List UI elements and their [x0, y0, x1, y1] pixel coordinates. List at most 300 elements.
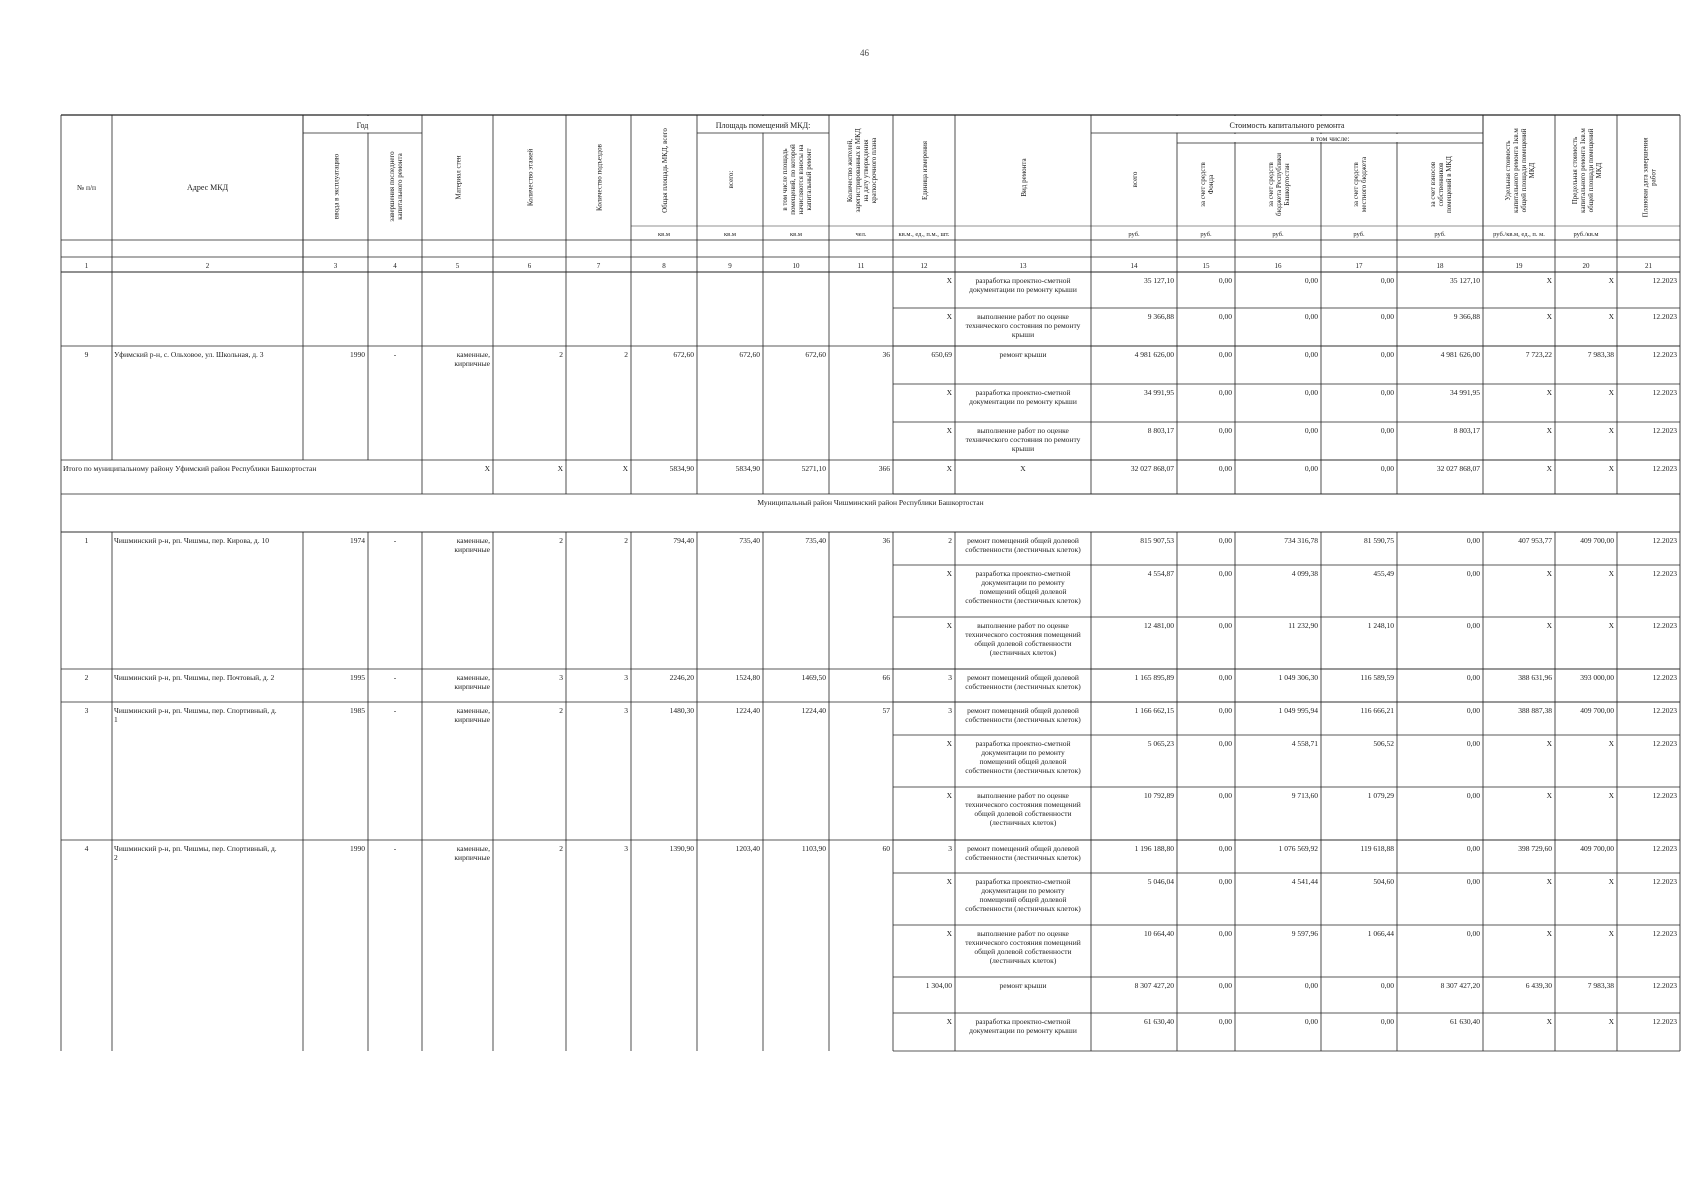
work-type: документации по ремонту [981, 578, 1065, 587]
max-cost: 409 700,00 [1580, 536, 1614, 545]
planned-date: 12.2023 [1652, 844, 1677, 853]
cost-total: 34 991,95 [1144, 388, 1174, 397]
wall-material: кирпичные [454, 682, 490, 691]
total-area: 5834,90 [669, 464, 694, 473]
cost-republic: 0,00 [1304, 276, 1318, 285]
header-cost-total: всего [1131, 171, 1139, 188]
max-cost: X [1608, 1017, 1614, 1026]
entrances: 3 [624, 706, 628, 715]
unit-value: X [946, 621, 952, 630]
work-type: ремонт помещений общей долевой [967, 844, 1079, 853]
header-cost-owners: за счет взносов [1429, 161, 1437, 208]
unit-value: X [946, 388, 952, 397]
residents: 57 [882, 706, 890, 715]
header-max-cost: МКД [1595, 162, 1603, 179]
cost-total: 4 554,87 [1147, 569, 1174, 578]
work-type: выполнение работ по оценке [977, 312, 1069, 321]
premises-area: 735,40 [739, 536, 760, 545]
column-number: 10 [792, 262, 800, 270]
header-cost-fund: за счет средств [1199, 162, 1207, 207]
unit-value: X [946, 464, 952, 473]
header-year-group: Год [356, 121, 369, 130]
max-cost: 409 700,00 [1580, 706, 1614, 715]
work-type: общей долевой собственности [974, 947, 1072, 956]
wall-material: каменные, [456, 706, 490, 715]
header-residents: краткосрочного плана [870, 137, 878, 204]
work-type: выполнение работ по оценке [977, 929, 1069, 938]
column-number: 13 [1019, 262, 1027, 270]
wall-material: кирпичные [454, 359, 490, 368]
planned-date: 12.2023 [1652, 981, 1677, 990]
cost-republic: 0,00 [1304, 426, 1318, 435]
header-unit-cost: МКД [1528, 162, 1536, 179]
column-number: 9 [728, 262, 732, 270]
work-type: общей долевой собственности [974, 639, 1072, 648]
cost-local: 0,00 [1380, 1017, 1394, 1026]
cost-local: 81 590,75 [1364, 536, 1394, 545]
total-area: 1480,30 [669, 706, 694, 715]
row-number: 4 [84, 844, 89, 853]
column-number: 11 [857, 262, 865, 270]
cost-total: 35 127,10 [1144, 276, 1174, 285]
unit-label: руб./кв.м [1573, 231, 1599, 238]
max-cost: X [1608, 929, 1614, 938]
planned-date: 12.2023 [1652, 426, 1677, 435]
work-type: ремонт крыши [999, 981, 1047, 990]
cost-owners: 0,00 [1466, 929, 1480, 938]
unit-cost: X [1546, 1017, 1552, 1026]
planned-date: 12.2023 [1652, 706, 1677, 715]
unit-label: чел. [855, 231, 867, 238]
cost-total: 9 366,88 [1147, 312, 1174, 321]
column-number: 14 [1130, 262, 1138, 270]
max-cost: X [1608, 388, 1614, 397]
row-address: Чишминский р-н, рп. Чишмы, пер. Почтовый, д. 2 [114, 673, 275, 682]
work-type: разработка проектно-сметной [975, 276, 1071, 285]
work-type: общей долевой собственности [974, 809, 1072, 818]
row-address: Чишминский р-н, рп. Чишмы, пер. Кирова, д. 10 [114, 536, 269, 545]
cost-local: 506,52 [1373, 739, 1394, 748]
floors: 2 [559, 844, 563, 853]
cost-fund: 0,00 [1218, 673, 1232, 682]
max-cost: X [1608, 312, 1614, 321]
section-title: Муниципальный район Чишминский район Республики Башкортостан [757, 498, 984, 507]
unit-cost: X [1546, 426, 1552, 435]
planned-date: 12.2023 [1652, 312, 1677, 321]
cost-local: 0,00 [1380, 312, 1394, 321]
unit-value: 650,69 [931, 350, 952, 359]
cost-total: 5 065,23 [1147, 739, 1174, 748]
floors: 2 [559, 536, 563, 545]
planned-date: 12.2023 [1652, 536, 1677, 545]
wall-material: X [484, 464, 490, 473]
cost-fund: 0,00 [1218, 791, 1232, 800]
unit-cost: X [1546, 464, 1552, 473]
unit-label: руб. [1272, 231, 1284, 238]
header-no: № п/п [76, 183, 97, 192]
work-type: документации по ремонту [981, 748, 1065, 757]
cost-total: 8 803,17 [1147, 426, 1174, 435]
unit-value: X [946, 426, 952, 435]
unit-cost: 388 887,38 [1518, 706, 1552, 715]
premises-repair-area: 1224,40 [801, 706, 826, 715]
cost-fund: 0,00 [1218, 706, 1232, 715]
year-last-repair: - [393, 536, 397, 545]
unit-label: кв.м [658, 231, 670, 238]
cost-republic: 1 076 569,92 [1278, 844, 1318, 853]
row-address: 2 [114, 853, 118, 862]
cost-republic: 4 099,38 [1291, 569, 1318, 578]
column-number: 18 [1436, 262, 1444, 270]
unit-cost: X [1546, 877, 1552, 886]
unit-cost: X [1546, 569, 1552, 578]
cost-owners: 8 803,17 [1453, 426, 1480, 435]
work-type: технического состояния помещений [965, 938, 1081, 947]
unit-label: руб. [1128, 231, 1140, 238]
row-address: Уфимский р-н, с. Ольховое, ул. Школьная, д. 3 [114, 350, 264, 359]
planned-date: 12.2023 [1652, 569, 1677, 578]
wall-material: кирпичные [454, 853, 490, 862]
cost-owners: 0,00 [1466, 673, 1480, 682]
header-cost-local: за счет средств [1352, 162, 1360, 207]
premises-repair-area: 1469,50 [801, 673, 826, 682]
unit-value: X [946, 739, 952, 748]
max-cost: X [1608, 791, 1614, 800]
header-residents: на дату утверждения [862, 139, 870, 202]
max-cost: X [1608, 464, 1614, 473]
header-premises-repair: в том числе площадь [781, 148, 789, 211]
row-number: 2 [84, 673, 89, 682]
total-area: 794,40 [673, 536, 694, 545]
cost-owners: 0,00 [1466, 844, 1480, 853]
column-number: 6 [527, 262, 532, 270]
column-number: 5 [455, 262, 460, 270]
work-type: документации по ремонту [981, 886, 1065, 895]
cost-local: 504,60 [1373, 877, 1394, 886]
work-type: помещений общей долевой [979, 895, 1067, 904]
cost-owners: 34 991,95 [1450, 388, 1480, 397]
planned-date: 12.2023 [1652, 350, 1677, 359]
total-area: 2246,20 [669, 673, 694, 682]
cost-fund: 0,00 [1218, 981, 1232, 990]
work-type: собственности (лестничных клеток) [965, 766, 1081, 775]
cost-republic: 0,00 [1304, 350, 1318, 359]
work-type: выполнение работ по оценке [977, 791, 1069, 800]
total-area: 1390,90 [669, 844, 694, 853]
cost-owners: 0,00 [1466, 536, 1480, 545]
unit-label: кв.м [724, 231, 736, 238]
max-cost: X [1608, 739, 1614, 748]
residents: 60 [882, 844, 890, 853]
work-type: крыши [1011, 444, 1035, 453]
header-unit-cost: Удельная стоимость [1504, 140, 1512, 201]
work-type: технического состояния по ремонту [965, 435, 1081, 444]
column-number: 12 [920, 262, 928, 270]
unit-value: X [946, 312, 952, 321]
cost-total: 61 630,40 [1144, 1017, 1174, 1026]
cost-owners: 0,00 [1466, 569, 1480, 578]
max-cost: X [1608, 621, 1614, 630]
premises-repair-area: 735,40 [805, 536, 826, 545]
unit-value: X [946, 791, 952, 800]
planned-date: 12.2023 [1652, 673, 1677, 682]
cost-republic: 11 232,90 [1288, 621, 1318, 630]
unit-value: X [946, 1017, 952, 1026]
unit-value: 3 [948, 844, 952, 853]
work-type: помещений общей долевой [979, 757, 1067, 766]
header-total-area: Общая площадь МКД, всего [661, 128, 669, 213]
unit-value: X [946, 276, 952, 285]
entrances: 2 [624, 536, 628, 545]
year-commission: 1985 [350, 706, 365, 715]
cost-total: 1 166 662,15 [1134, 706, 1174, 715]
cost-total: 5 046,04 [1147, 877, 1174, 886]
work-type: (лестничных клеток) [989, 648, 1057, 657]
unit-value: 3 [948, 706, 952, 715]
header-entrances: Количество подъездов [595, 144, 604, 211]
cost-owners: 35 127,10 [1450, 276, 1480, 285]
header-premises-repair: капитальный ремонт [805, 148, 813, 211]
work-type: ремонт помещений общей долевой [967, 706, 1079, 715]
cost-fund: 0,00 [1218, 739, 1232, 748]
header-planned-date: работ [1649, 169, 1658, 186]
cost-local: 116 589,59 [1360, 673, 1394, 682]
cost-fund: 0,00 [1218, 621, 1232, 630]
cost-total: 8 307 427,20 [1134, 981, 1174, 990]
cost-republic: 1 049 995,94 [1278, 706, 1318, 715]
cost-republic: 1 049 306,30 [1278, 673, 1318, 682]
cost-owners: 8 307 427,20 [1440, 981, 1480, 990]
floors: 3 [559, 673, 563, 682]
total-area: 672,60 [673, 350, 694, 359]
planned-date: 12.2023 [1652, 1017, 1677, 1026]
unit-value: X [946, 877, 952, 886]
max-cost: 7 983,38 [1587, 981, 1614, 990]
header-premises-total: всего: [727, 170, 735, 189]
cost-republic: 734 316,78 [1284, 536, 1318, 545]
header-planned-date: Плановая дата завершения [1641, 137, 1650, 218]
work-type: разработка проектно-сметной [975, 388, 1071, 397]
planned-date: 12.2023 [1652, 791, 1677, 800]
entrances: 3 [624, 673, 628, 682]
header-cost-fund: Фонда [1207, 174, 1215, 195]
cost-owners: 32 027 868,07 [1436, 464, 1480, 473]
header-cost-owners: собственников [1437, 162, 1445, 207]
work-type: разработка проектно-сметной [975, 739, 1071, 748]
residents: 66 [882, 673, 890, 682]
cost-republic: 4 558,71 [1291, 739, 1318, 748]
header-year-last-repair: завершения последнего [388, 151, 396, 222]
header-residents: зарегистрированных в МКД [854, 128, 862, 213]
work-type: выполнение работ по оценке [977, 621, 1069, 630]
row-address: Чишминский р-н, рп. Чишмы, пер. Спортивный, д. [114, 706, 277, 715]
unit-value: 1 304,00 [925, 981, 952, 990]
header-cost-republic: Башкортостан [1283, 163, 1291, 206]
cost-fund: 0,00 [1218, 536, 1232, 545]
cost-fund: 0,00 [1218, 929, 1232, 938]
cost-local: 0,00 [1380, 388, 1394, 397]
max-cost: 409 700,00 [1580, 844, 1614, 853]
premises-area: 1224,40 [735, 706, 760, 715]
work-type: ремонт помещений общей долевой [967, 536, 1079, 545]
work-type: выполнение работ по оценке [977, 426, 1069, 435]
max-cost: X [1608, 276, 1614, 285]
column-number: 4 [393, 262, 397, 270]
column-number: 8 [662, 262, 666, 270]
unit-cost: 7 723,22 [1525, 350, 1552, 359]
cost-owners: 0,00 [1466, 706, 1480, 715]
column-number: 21 [1645, 262, 1652, 270]
cost-fund: 0,00 [1218, 388, 1232, 397]
wall-material: каменные, [456, 844, 490, 853]
premises-area: 5834,90 [735, 464, 760, 473]
premises-area: 1203,40 [735, 844, 760, 853]
header-year-last-repair: капитального ремонта [396, 153, 404, 220]
work-type: ремонт крыши [999, 350, 1047, 359]
unit-value: X [946, 929, 952, 938]
planned-date: 12.2023 [1652, 877, 1677, 886]
cost-total: 815 907,53 [1140, 536, 1174, 545]
header-max-cost: Предельная стоимость [1571, 136, 1579, 205]
unit-cost: X [1546, 276, 1552, 285]
cost-owners: 9 366,88 [1453, 312, 1480, 321]
work-type: собственности (лестничных клеток) [965, 853, 1081, 862]
residents: 366 [878, 464, 890, 473]
work-type: крыши [1011, 330, 1035, 339]
max-cost: 393 000,00 [1580, 673, 1614, 682]
cost-owners: 0,00 [1466, 791, 1480, 800]
year-last-repair: - [393, 706, 397, 715]
row-number: 1 [84, 536, 89, 545]
row-number: 9 [84, 350, 89, 359]
work-type: технического состояния по ремонту [965, 321, 1081, 330]
unit-cost: X [1546, 739, 1552, 748]
cost-fund: 0,00 [1218, 276, 1232, 285]
column-number: 2 [205, 262, 210, 270]
entrances: 3 [624, 844, 628, 853]
cost-fund: 0,00 [1218, 844, 1232, 853]
header-cost-group: Стоимость капитального ремонта [1229, 121, 1345, 130]
cost-republic: 0,00 [1304, 388, 1318, 397]
cost-local: 455,49 [1373, 569, 1394, 578]
header-work-type: Вид ремонта [1020, 158, 1028, 197]
year-last-repair: - [393, 673, 397, 682]
wall-material: каменные, [456, 536, 490, 545]
cost-fund: 0,00 [1218, 312, 1232, 321]
cost-owners: 0,00 [1466, 739, 1480, 748]
header-residents: Количество жителей, [846, 138, 854, 203]
work-type: разработка проектно-сметной [975, 1017, 1071, 1026]
max-cost: X [1608, 426, 1614, 435]
cost-local: 0,00 [1380, 464, 1394, 473]
cost-local: 116 666,21 [1360, 706, 1394, 715]
work-type: документации по ремонту крыши [969, 285, 1077, 294]
work-type: технического состояния помещений [965, 800, 1081, 809]
cost-total: 4 981 626,00 [1134, 350, 1174, 359]
cost-owners: 4 981 626,00 [1440, 350, 1480, 359]
work-type: помещений общей долевой [979, 587, 1067, 596]
work-type: (лестничных клеток) [989, 818, 1057, 827]
cost-local: 1 248,10 [1367, 621, 1394, 630]
unit-label: кв.м [790, 231, 802, 238]
cost-republic: 0,00 [1304, 312, 1318, 321]
work-type: собственности (лестничных клеток) [965, 904, 1081, 913]
cost-republic: 0,00 [1304, 981, 1318, 990]
cost-total: 1 165 895,89 [1134, 673, 1174, 682]
wall-material: кирпичные [454, 545, 490, 554]
cost-total: 32 027 868,07 [1130, 464, 1174, 473]
year-commission: 1990 [350, 844, 365, 853]
unit-value: X [946, 569, 952, 578]
work-type: разработка проектно-сметной [975, 877, 1071, 886]
cost-local: 0,00 [1380, 276, 1394, 285]
cost-local: 0,00 [1380, 350, 1394, 359]
header-year-commission: ввода в эксплуатацию [332, 153, 341, 220]
year-last-repair: - [393, 350, 397, 359]
unit-cost: 388 631,96 [1518, 673, 1552, 682]
header-cost-republic: бюджета Республики [1275, 153, 1283, 216]
premises-repair-area: 1103,90 [801, 844, 826, 853]
cost-total: 1 196 188,80 [1134, 844, 1174, 853]
header-max-cost: общей площади помещений [1587, 128, 1595, 213]
wall-material: кирпичные [454, 715, 490, 724]
unit-label: руб. [1200, 231, 1212, 238]
column-number: 20 [1582, 262, 1590, 270]
planned-date: 12.2023 [1652, 464, 1677, 473]
cost-owners: 0,00 [1466, 877, 1480, 886]
unit-cost: 398 729,60 [1518, 844, 1552, 853]
max-cost: X [1608, 569, 1614, 578]
header-unit-cost: капитального ремонта 1кв.м [1512, 128, 1520, 213]
cost-fund: 0,00 [1218, 426, 1232, 435]
work-type: документации по ремонту крыши [969, 1026, 1077, 1035]
planned-date: 12.2023 [1652, 621, 1677, 630]
page-number: 46 [860, 48, 869, 58]
unit-value: 3 [948, 673, 952, 682]
floors: 2 [559, 706, 563, 715]
cost-republic: 0,00 [1304, 1017, 1318, 1026]
header-cost-owners: помещений в МКД [1445, 156, 1453, 213]
column-number: 3 [333, 262, 338, 270]
total-row-label: Итого по муниципальному району Уфимский район Республики Башкортостан [63, 464, 317, 473]
header-address: Адрес МКД [186, 183, 229, 192]
column-number: 19 [1515, 262, 1523, 270]
floors: 2 [559, 350, 563, 359]
unit-cost: X [1546, 791, 1552, 800]
cost-owners: 0,00 [1466, 621, 1480, 630]
header-cost-republic: за счет средств [1267, 162, 1275, 207]
cost-total: 12 481,00 [1144, 621, 1174, 630]
unit-label: кв.м., ед., п.м., шт. [898, 231, 950, 238]
entrances: 2 [624, 350, 628, 359]
header-premises-repair: начисляются взносы на [797, 144, 805, 215]
premises-area: 1524,80 [735, 673, 760, 682]
work-type: X [1020, 464, 1026, 473]
unit-label: руб. [1434, 231, 1446, 238]
unit-cost: 407 953,77 [1518, 536, 1552, 545]
header-cost-local: местного бюджета [1360, 156, 1368, 213]
cost-fund: 0,00 [1218, 877, 1232, 886]
column-number: 15 [1202, 262, 1210, 270]
cost-total: 10 664,40 [1144, 929, 1174, 938]
entrances: X [622, 464, 628, 473]
header-wall-material: Материал стен [454, 155, 463, 200]
work-type: собственности (лестничных клеток) [965, 715, 1081, 724]
column-number: 17 [1355, 262, 1363, 270]
year-commission: 1974 [350, 536, 365, 545]
unit-label: руб. [1353, 231, 1365, 238]
unit-cost: X [1546, 312, 1552, 321]
